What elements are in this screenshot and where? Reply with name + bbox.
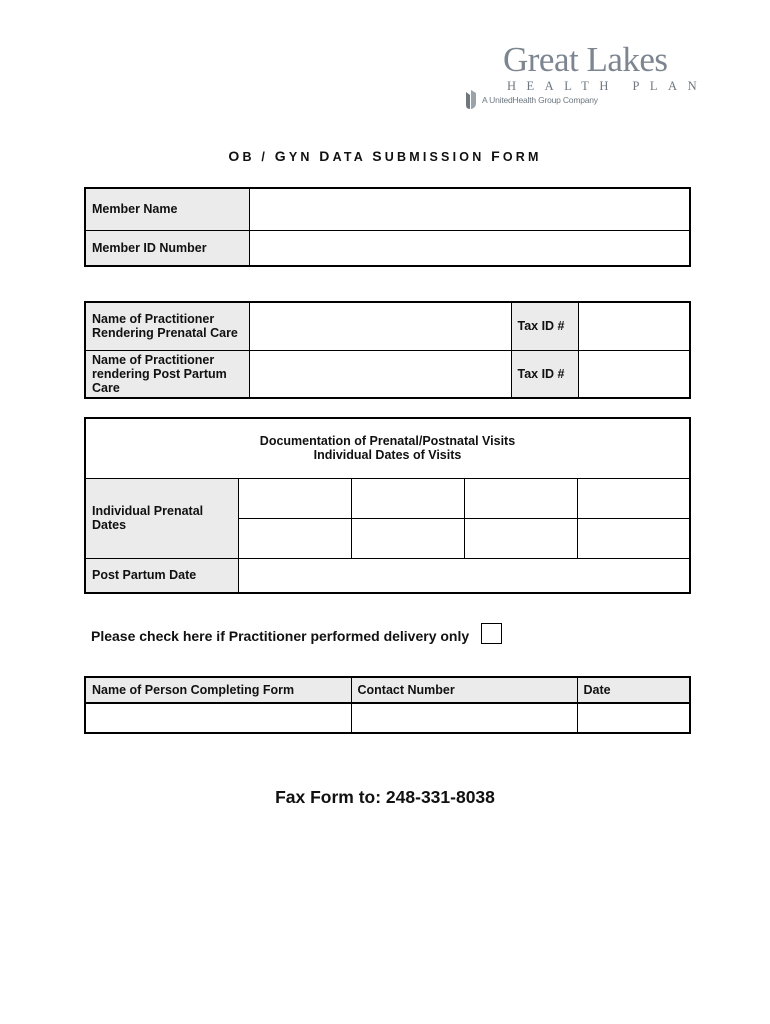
date-field[interactable] — [577, 703, 690, 733]
logo-mark-icon — [465, 89, 477, 111]
logo-subtitle: HEALTH PLAN — [507, 79, 708, 93]
title-part: F — [491, 148, 503, 164]
title-part: ORM — [502, 150, 542, 164]
logo-name: Great Lakes — [503, 40, 668, 79]
prenatal-date-field[interactable] — [351, 518, 464, 558]
title-part: S — [372, 148, 385, 164]
prenatal-practitioner-label: Name of Practitioner Rendering Prenatal Care — [85, 302, 249, 350]
title-part: O — [228, 148, 243, 164]
completer-name-header: Name of Person Completing Form — [85, 677, 351, 703]
prenatal-dates-label: Individual Prenatal Dates — [85, 478, 238, 558]
prenatal-date-field[interactable] — [464, 478, 577, 518]
postpartum-tax-id-field[interactable] — [578, 350, 690, 398]
delivery-only-checkbox[interactable] — [481, 623, 502, 644]
prenatal-date-field[interactable] — [464, 518, 577, 558]
delivery-only-label: Please check here if Practitioner performed delivery only — [91, 628, 470, 644]
practitioner-table — [84, 301, 691, 399]
visits-heading-line1: Documentation of Prenatal/Postnatal Visits — [259, 434, 516, 449]
postpartum-tax-id-label: Tax ID # — [511, 350, 578, 398]
postpartum-practitioner-field[interactable] — [249, 350, 511, 398]
visits-heading — [85, 418, 690, 478]
completer-table — [84, 676, 691, 734]
title-part: G — [274, 148, 289, 164]
completer-name-field[interactable] — [85, 703, 351, 733]
member-name-label: Member Name — [85, 188, 249, 230]
form-title — [0, 148, 770, 164]
prenatal-date-field[interactable] — [238, 478, 351, 518]
member-id-field[interactable] — [249, 230, 690, 266]
title-part: YN — [288, 150, 320, 164]
prenatal-practitioner-field[interactable] — [249, 302, 511, 350]
visits-table — [84, 417, 691, 594]
title-part: UBMISSION — [384, 150, 492, 164]
prenatal-tax-id-label: Tax ID # — [511, 302, 578, 350]
contact-number-field[interactable] — [351, 703, 577, 733]
prenatal-date-field[interactable] — [351, 478, 464, 518]
prenatal-date-field[interactable] — [577, 518, 690, 558]
prenatal-tax-id-field[interactable] — [578, 302, 690, 350]
date-header: Date — [577, 677, 690, 703]
fax-instruction: Fax Form to: 248-331-8038 — [275, 787, 495, 807]
title-part: ATA — [332, 150, 373, 164]
postpartum-date-label: Post Partum Date — [85, 558, 238, 593]
logo-tagline: A UnitedHealth Group Company — [482, 95, 598, 105]
title-part: / — [254, 150, 275, 164]
member-name-field[interactable] — [249, 188, 690, 230]
postpartum-practitioner-label: Name of Practitioner rendering Post Partum Care — [85, 350, 249, 398]
visits-heading-line2: Individual Dates of Visits — [313, 448, 462, 463]
prenatal-date-field[interactable] — [577, 478, 690, 518]
member-id-label: Member ID Number — [85, 230, 249, 266]
contact-number-header: Contact Number — [351, 677, 577, 703]
prenatal-date-field[interactable] — [238, 518, 351, 558]
title-part: D — [319, 148, 333, 164]
title-part: B — [242, 150, 255, 164]
member-table — [84, 187, 691, 267]
postpartum-date-field[interactable] — [238, 558, 690, 593]
